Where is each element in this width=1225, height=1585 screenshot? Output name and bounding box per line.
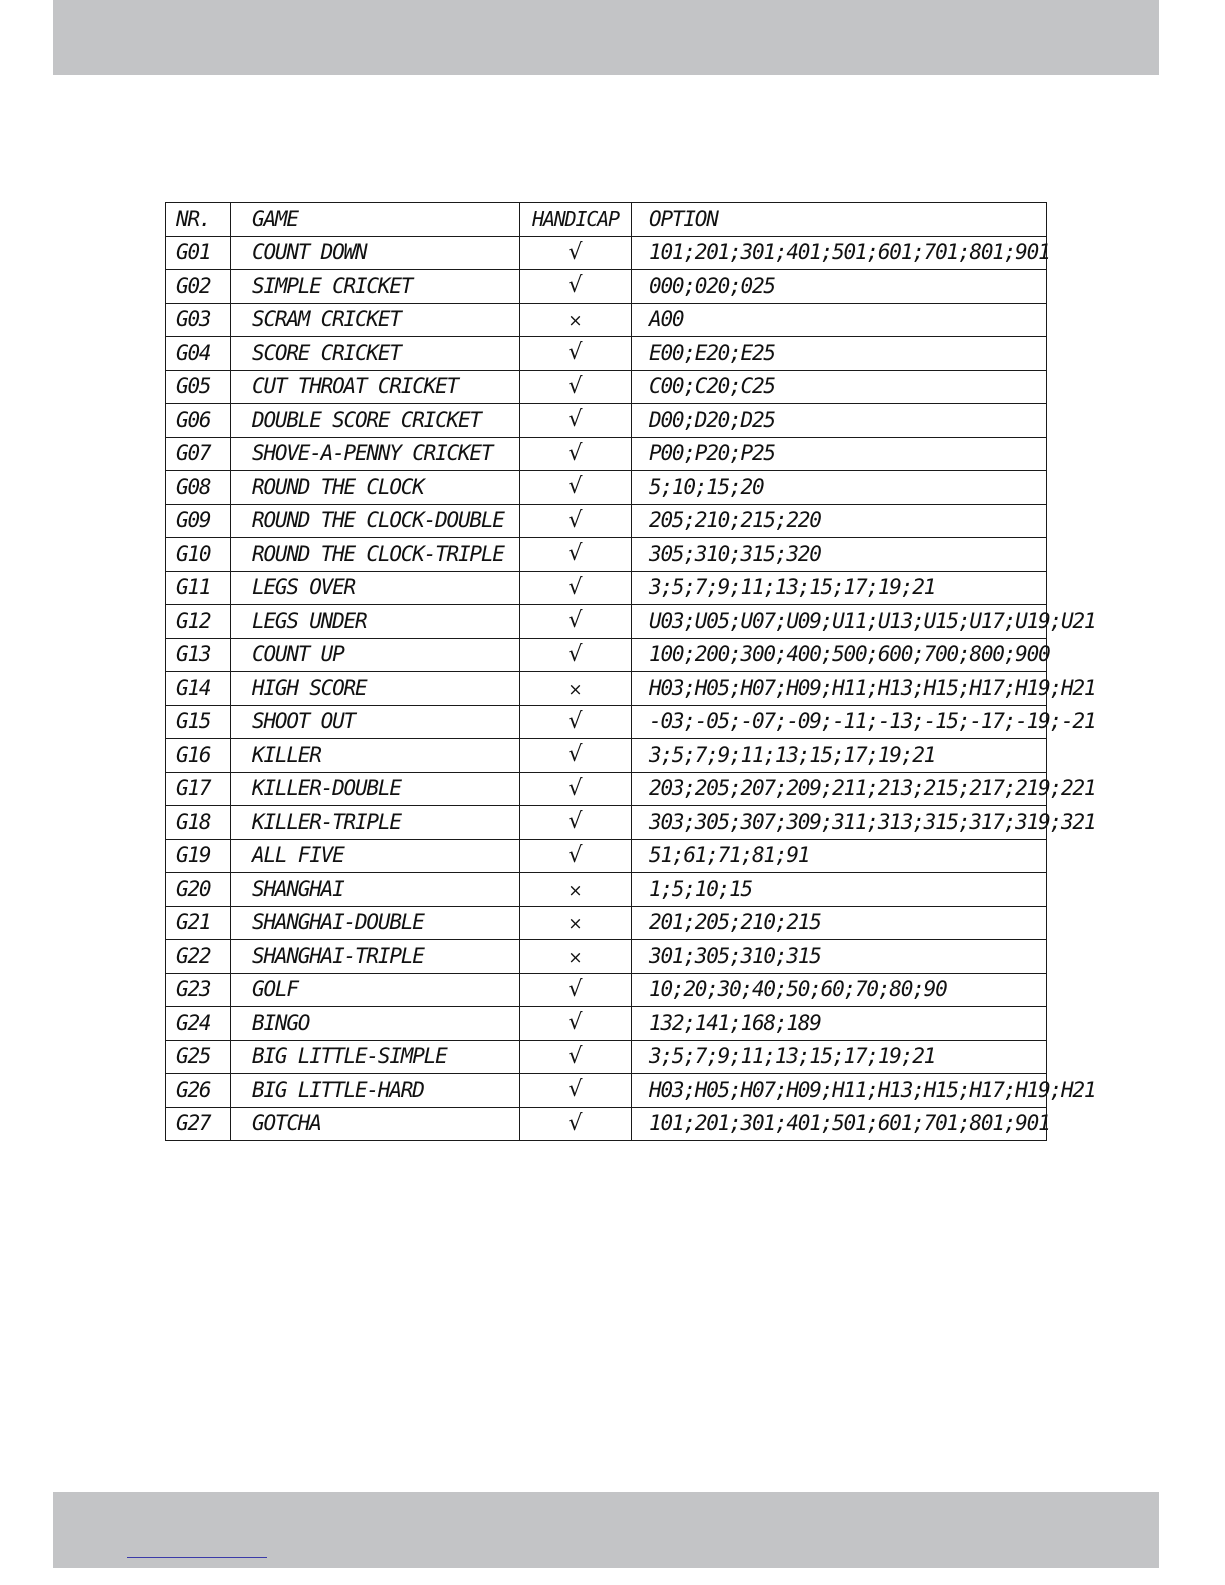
game-options: 3;5;7;9;11;13;15;17;19;21 bbox=[632, 739, 1047, 773]
game-name: SHOOT OUT bbox=[231, 705, 520, 739]
table-row bbox=[166, 504, 1047, 538]
game-options: 10;20;30;40;50;60;70;80;90 bbox=[632, 973, 1047, 1007]
game-number: G09 bbox=[166, 504, 231, 538]
game-options: 51;61;71;81;91 bbox=[632, 839, 1047, 873]
header-nr: NR. bbox=[166, 203, 231, 237]
game-name: SHOVE-A-PENNY CRICKET bbox=[231, 437, 520, 471]
game-number: G26 bbox=[166, 1074, 231, 1108]
check-icon: √ bbox=[568, 842, 583, 868]
game-options: 3;5;7;9;11;13;15;17;19;21 bbox=[632, 571, 1047, 605]
table-row bbox=[166, 873, 1047, 907]
game-options: 205;210;215;220 bbox=[632, 504, 1047, 538]
game-number: G07 bbox=[166, 437, 231, 471]
game-number: G11 bbox=[166, 571, 231, 605]
handicap-mark bbox=[520, 504, 632, 538]
table-row bbox=[166, 839, 1047, 873]
game-name: KILLER-DOUBLE bbox=[231, 772, 520, 806]
game-name: BIG LITTLE-HARD bbox=[231, 1074, 520, 1108]
table-row bbox=[166, 571, 1047, 605]
table-row bbox=[166, 538, 1047, 572]
game-options: 1;5;10;15 bbox=[632, 873, 1047, 907]
game-name: CUT THROAT CRICKET bbox=[231, 370, 520, 404]
game-number: G25 bbox=[166, 1040, 231, 1074]
check-icon: √ bbox=[568, 273, 583, 299]
game-options: 101;201;301;401;501;601;701;801;901 bbox=[632, 1107, 1047, 1141]
table-row bbox=[166, 1007, 1047, 1041]
game-name: DOUBLE SCORE CRICKET bbox=[231, 404, 520, 438]
game-options: 201;205;210;215 bbox=[632, 906, 1047, 940]
check-icon: √ bbox=[568, 1110, 583, 1136]
game-options: 5;10;15;20 bbox=[632, 471, 1047, 505]
game-name: ROUND THE CLOCK-DOUBLE bbox=[231, 504, 520, 538]
game-number: G08 bbox=[166, 471, 231, 505]
cross-icon: × bbox=[568, 311, 583, 332]
handicap-mark bbox=[520, 538, 632, 572]
handicap-mark bbox=[520, 906, 632, 940]
game-number: G19 bbox=[166, 839, 231, 873]
handicap-mark bbox=[520, 303, 632, 337]
game-name: SCORE CRICKET bbox=[231, 337, 520, 371]
game-options: 203;205;207;209;211;213;215;217;219;221 bbox=[632, 772, 1047, 806]
table-row bbox=[166, 437, 1047, 471]
table-row bbox=[166, 1074, 1047, 1108]
check-icon: √ bbox=[568, 1077, 583, 1103]
game-options: 100;200;300;400;500;600;700;800;900 bbox=[632, 638, 1047, 672]
table-row bbox=[166, 370, 1047, 404]
game-number: G21 bbox=[166, 906, 231, 940]
game-options: 303;305;307;309;311;313;315;317;319;321 bbox=[632, 806, 1047, 840]
game-name: COUNT UP bbox=[231, 638, 520, 672]
check-icon: √ bbox=[568, 373, 583, 399]
game-number: G15 bbox=[166, 705, 231, 739]
game-options: U03;U05;U07;U09;U11;U13;U15;U17;U19;U21 bbox=[632, 605, 1047, 639]
handicap-mark bbox=[520, 873, 632, 907]
game-name: GOTCHA bbox=[231, 1107, 520, 1141]
game-options: 305;310;315;320 bbox=[632, 538, 1047, 572]
check-icon: √ bbox=[568, 541, 583, 567]
game-name: SHANGHAI-DOUBLE bbox=[231, 906, 520, 940]
game-options: 101;201;301;401;501;601;701;801;901 bbox=[632, 236, 1047, 270]
check-icon: √ bbox=[568, 407, 583, 433]
game-number: G06 bbox=[166, 404, 231, 438]
game-options: P00;P20;P25 bbox=[632, 437, 1047, 471]
game-name: SHANGHAI bbox=[231, 873, 520, 907]
table-row bbox=[166, 672, 1047, 706]
game-number: G20 bbox=[166, 873, 231, 907]
game-name: COUNT DOWN bbox=[231, 236, 520, 270]
handicap-mark bbox=[520, 1107, 632, 1141]
check-icon: √ bbox=[568, 775, 583, 801]
handicap-mark bbox=[520, 270, 632, 304]
footer-link-underline bbox=[127, 1557, 267, 1558]
handicap-mark bbox=[520, 605, 632, 639]
game-name: BIG LITTLE-SIMPLE bbox=[231, 1040, 520, 1074]
game-options: E00;E20;E25 bbox=[632, 337, 1047, 371]
game-number: G27 bbox=[166, 1107, 231, 1141]
check-icon: √ bbox=[568, 574, 583, 600]
table-row bbox=[166, 270, 1047, 304]
check-icon: √ bbox=[568, 340, 583, 366]
check-icon: √ bbox=[568, 809, 583, 835]
handicap-mark bbox=[520, 404, 632, 438]
check-icon: √ bbox=[568, 1043, 583, 1069]
table-row bbox=[166, 1107, 1047, 1141]
table-row bbox=[166, 638, 1047, 672]
check-icon: √ bbox=[568, 507, 583, 533]
check-icon: √ bbox=[568, 708, 583, 734]
handicap-mark bbox=[520, 571, 632, 605]
handicap-mark bbox=[520, 940, 632, 974]
game-number: G18 bbox=[166, 806, 231, 840]
check-icon: √ bbox=[568, 742, 583, 768]
game-number: G05 bbox=[166, 370, 231, 404]
handicap-mark bbox=[520, 705, 632, 739]
game-name: BINGO bbox=[231, 1007, 520, 1041]
handicap-mark bbox=[520, 839, 632, 873]
game-list-body bbox=[166, 203, 1096, 1141]
header-handicap: HANDICAP bbox=[520, 203, 632, 237]
game-name: KILLER-TRIPLE bbox=[231, 806, 520, 840]
game-number: G10 bbox=[166, 538, 231, 572]
game-number: G16 bbox=[166, 739, 231, 773]
table-row bbox=[166, 772, 1047, 806]
game-list-table bbox=[165, 202, 1096, 1141]
cross-icon: × bbox=[568, 947, 583, 968]
game-options: -03;-05;-07;-09;-11;-13;-15;-17;-19;-21 bbox=[632, 705, 1047, 739]
game-name: ALL FIVE bbox=[231, 839, 520, 873]
check-icon: √ bbox=[568, 641, 583, 667]
game-name: HIGH SCORE bbox=[231, 672, 520, 706]
game-name: SHANGHAI-TRIPLE bbox=[231, 940, 520, 974]
check-icon: √ bbox=[568, 440, 583, 466]
table-row bbox=[166, 705, 1047, 739]
table-row bbox=[166, 739, 1047, 773]
table-row bbox=[166, 236, 1047, 270]
cross-icon: × bbox=[568, 914, 583, 935]
table-row bbox=[166, 1040, 1047, 1074]
game-options: D00;D20;D25 bbox=[632, 404, 1047, 438]
game-options: H03;H05;H07;H09;H11;H13;H15;H17;H19;H21 bbox=[632, 672, 1047, 706]
header-option: OPTION bbox=[632, 203, 1047, 237]
game-number: G14 bbox=[166, 672, 231, 706]
game-number: G02 bbox=[166, 270, 231, 304]
check-icon: √ bbox=[568, 1010, 583, 1036]
game-name: SIMPLE CRICKET bbox=[231, 270, 520, 304]
handicap-mark bbox=[520, 437, 632, 471]
cross-icon: × bbox=[568, 880, 583, 901]
handicap-mark bbox=[520, 772, 632, 806]
game-number: G13 bbox=[166, 638, 231, 672]
table-row bbox=[166, 940, 1047, 974]
table-header-row bbox=[166, 203, 1047, 237]
table-row bbox=[166, 605, 1047, 639]
game-name: GOLF bbox=[231, 973, 520, 1007]
check-icon: √ bbox=[568, 239, 583, 265]
header-game: GAME bbox=[231, 203, 520, 237]
game-number: G04 bbox=[166, 337, 231, 371]
table-row bbox=[166, 806, 1047, 840]
table-row bbox=[166, 471, 1047, 505]
check-icon: √ bbox=[568, 976, 583, 1002]
check-icon: √ bbox=[568, 608, 583, 634]
handicap-mark bbox=[520, 739, 632, 773]
handicap-mark bbox=[520, 1074, 632, 1108]
game-number: G01 bbox=[166, 236, 231, 270]
header-band bbox=[53, 0, 1159, 75]
game-name: LEGS UNDER bbox=[231, 605, 520, 639]
game-number: G24 bbox=[166, 1007, 231, 1041]
game-options: 301;305;310;315 bbox=[632, 940, 1047, 974]
game-name: ROUND THE CLOCK bbox=[231, 471, 520, 505]
game-number: G17 bbox=[166, 772, 231, 806]
handicap-mark bbox=[520, 973, 632, 1007]
game-options: H03;H05;H07;H09;H11;H13;H15;H17;H19;H21 bbox=[632, 1074, 1047, 1108]
game-number: G12 bbox=[166, 605, 231, 639]
game-name: ROUND THE CLOCK-TRIPLE bbox=[231, 538, 520, 572]
handicap-mark bbox=[520, 236, 632, 270]
game-options: C00;C20;C25 bbox=[632, 370, 1047, 404]
game-options: 000;020;025 bbox=[632, 270, 1047, 304]
game-number: G22 bbox=[166, 940, 231, 974]
table-row bbox=[166, 404, 1047, 438]
game-number: G03 bbox=[166, 303, 231, 337]
game-number: G23 bbox=[166, 973, 231, 1007]
game-name: KILLER bbox=[231, 739, 520, 773]
table-row bbox=[166, 337, 1047, 371]
handicap-mark bbox=[520, 471, 632, 505]
handicap-mark bbox=[520, 806, 632, 840]
table-row bbox=[166, 906, 1047, 940]
handicap-mark bbox=[520, 370, 632, 404]
table-row bbox=[166, 303, 1047, 337]
game-options: 132;141;168;189 bbox=[632, 1007, 1047, 1041]
handicap-mark bbox=[520, 337, 632, 371]
handicap-mark bbox=[520, 638, 632, 672]
check-icon: √ bbox=[568, 474, 583, 500]
game-name: LEGS OVER bbox=[231, 571, 520, 605]
game-options: A00 bbox=[632, 303, 1047, 337]
game-name: SCRAM CRICKET bbox=[231, 303, 520, 337]
game-options: 3;5;7;9;11;13;15;17;19;21 bbox=[632, 1040, 1047, 1074]
handicap-mark bbox=[520, 1040, 632, 1074]
table-row bbox=[166, 973, 1047, 1007]
handicap-mark bbox=[520, 672, 632, 706]
handicap-mark bbox=[520, 1007, 632, 1041]
cross-icon: × bbox=[568, 679, 583, 700]
